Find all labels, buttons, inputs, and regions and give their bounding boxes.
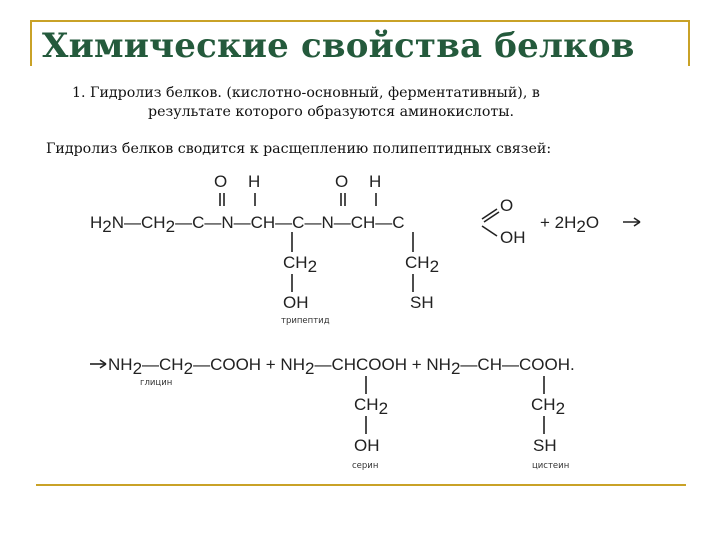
- chain-h2n: H2N—CH2—C—N—CH—C—N—CH—C: [90, 213, 405, 236]
- water-term: + 2H2O: [540, 213, 600, 236]
- cysteine-caption: цистеин: [532, 461, 570, 471]
- glycine-caption: глицин: [140, 378, 173, 388]
- amide-h-1: H: [248, 172, 261, 191]
- carbonyl-o-1: O: [214, 172, 228, 191]
- paragraph-line-2: результате которого образуются аминокислоты.: [148, 104, 515, 120]
- tripeptide-formula: [90, 172, 640, 326]
- carbonyl-o-2: O: [335, 172, 349, 191]
- serine-caption: серин: [352, 461, 379, 471]
- serine-ch2-in-peptide: CH2: [283, 253, 318, 276]
- cysteine-sh-in-peptide: SH: [410, 293, 434, 312]
- serine-oh: OH: [354, 436, 380, 455]
- amide-h-2: H: [369, 172, 382, 191]
- tripeptide-caption: трипептид: [281, 316, 330, 326]
- cysteine-ch2-in-peptide: CH2: [405, 253, 440, 276]
- paragraph-peptide-bonds: Гидролиз белков сводится к расщеплению полипептидных связей:: [46, 141, 552, 157]
- bottom-rule: [36, 484, 686, 486]
- serine-ch2: CH2: [354, 395, 389, 418]
- slide-title: Химические свойства белков: [42, 26, 635, 66]
- terminal-o: O: [500, 196, 514, 215]
- cysteine-sh: SH: [533, 436, 557, 455]
- paragraph-line-1: 1. Гидролиз белков. (кислотно-основный, ферментативный), в: [72, 85, 540, 101]
- cysteine-ch2: CH2: [531, 395, 566, 418]
- serine-oh-in-peptide: OH: [283, 293, 309, 312]
- products-line: NH2—CH2—COOH + NH2—CHCOOH + NH2—CH—COOH.: [108, 355, 575, 378]
- products-formula: [90, 355, 575, 471]
- terminal-oh: OH: [500, 228, 526, 247]
